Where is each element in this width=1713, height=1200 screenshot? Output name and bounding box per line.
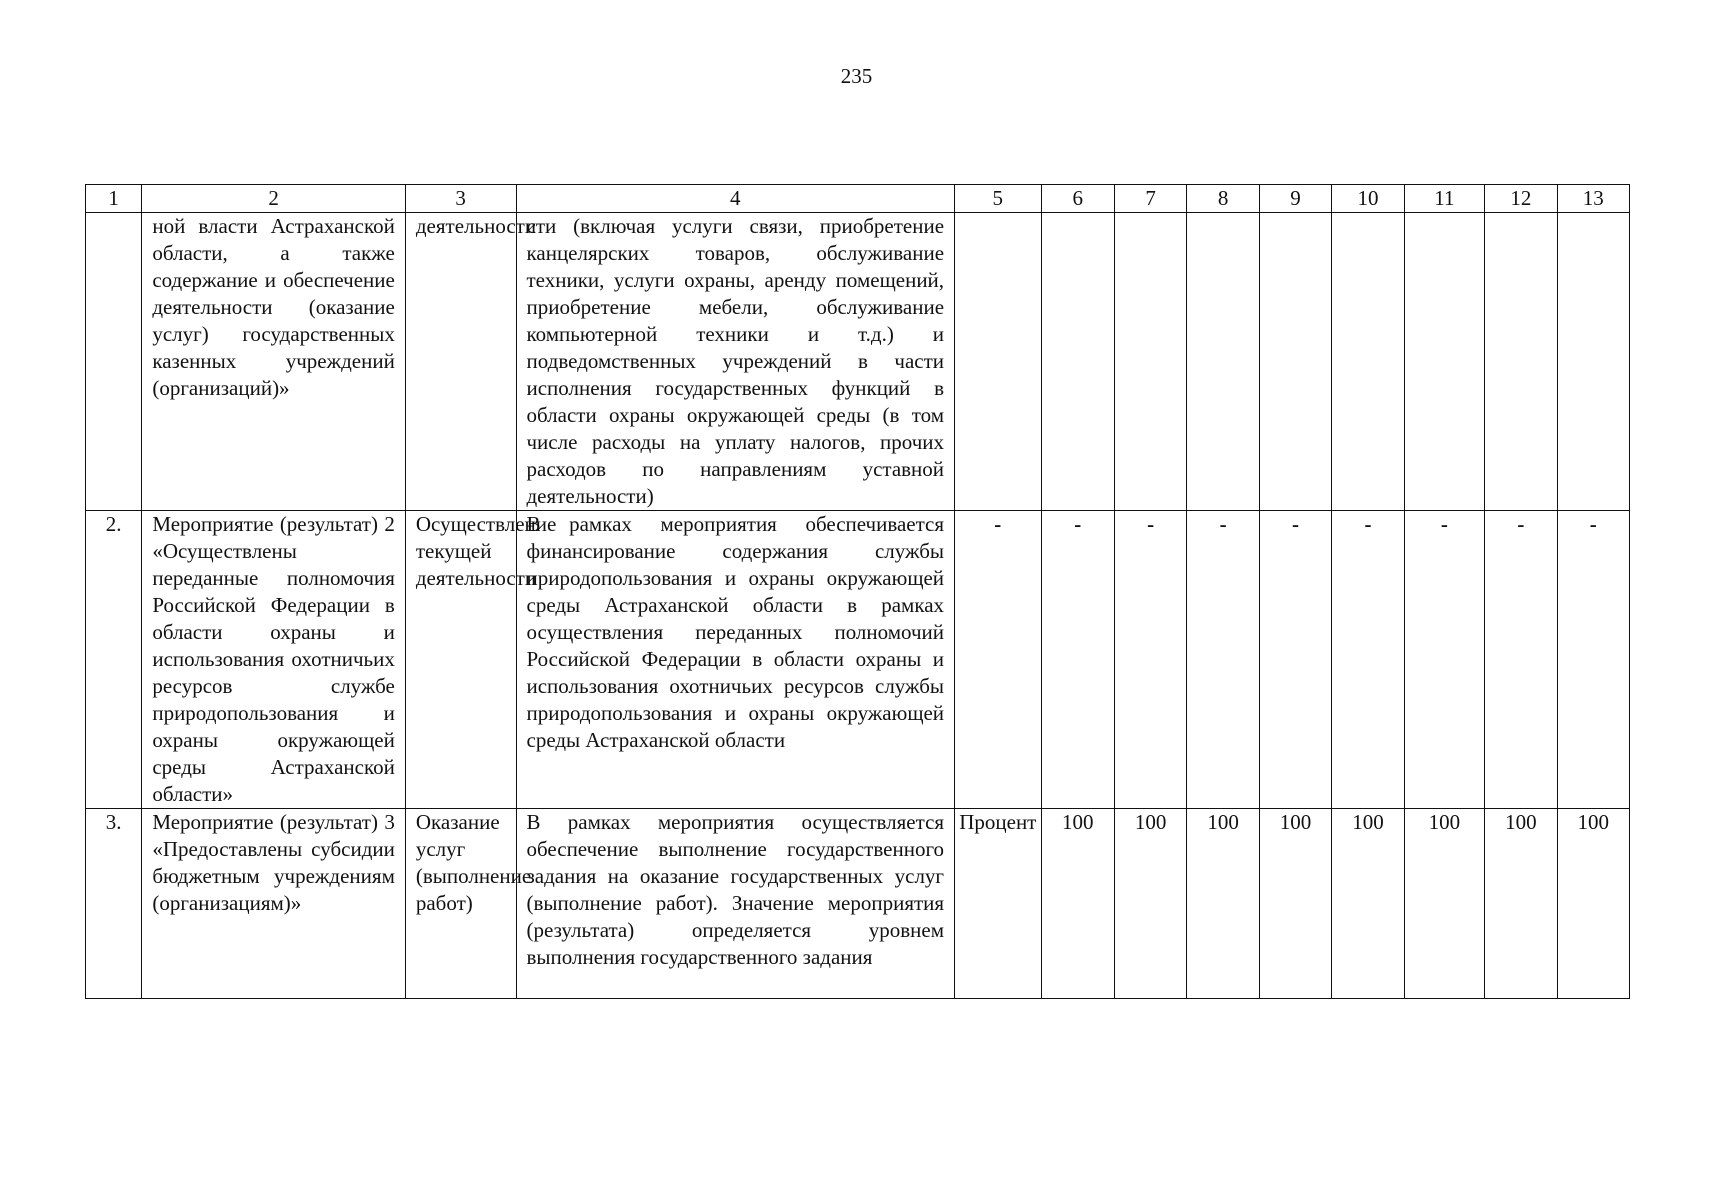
- value-cell: 100: [1259, 809, 1331, 999]
- measure-description: В рамках мероприятия обеспечивается финансирование содержания службы природопользования и охраны окружающей среды Астраханской области в рамках осуществления переданных полномочий Российской Федерации в области охраны и использования охотничьих ресурсов службы природопользования и охраны окружающей среды Астраханской области: [516, 511, 955, 809]
- value-cell: [1557, 213, 1629, 511]
- measures-table: [85, 184, 1630, 999]
- header-row: [86, 185, 1630, 213]
- header-cell: 11: [1404, 185, 1484, 213]
- measure-unit: Процент: [955, 809, 1042, 999]
- value-cell: -: [1485, 511, 1557, 809]
- row-number: 2.: [86, 511, 142, 809]
- header-cell: 9: [1259, 185, 1331, 213]
- measure-description: сти (включая услуги связи, приобретение канцелярских товаров, обслуживание техники, услуги охраны, аренду помещений, приобретение мебели, обслуживание компьютерной техники и т.д.) и подведомственных учреждений в части исполнения государственных функций в области охраны окружающей среды (в том числе расходы на уплату налогов, прочих расходов по направлениям уставной деятельности): [516, 213, 955, 511]
- measure-description: В рамках мероприятия осуществляется обеспечение выполнение государственного задания на оказание государственных услуг (выполнение работ). Значение мероприятия (результата) определяется уровнем выполнения государственного задания: [516, 809, 955, 999]
- header-cell: 4: [516, 185, 955, 213]
- value-cell: 100: [1557, 809, 1629, 999]
- value-cell: -: [1332, 511, 1404, 809]
- table-row: [86, 809, 1630, 999]
- value-cell: [1114, 213, 1186, 511]
- value-cell: [1404, 213, 1484, 511]
- value-cell: [1041, 213, 1114, 511]
- value-cell: -: [1404, 511, 1484, 809]
- measure-name: ной власти Астраханской области, а также содержание и обеспечение деятельности (оказание услуг) государственных казенных учреждений (организаций)»: [142, 213, 406, 511]
- header-cell: 2: [142, 185, 406, 213]
- value-cell: -: [1557, 511, 1629, 809]
- measure-name: Мероприятие (результат) 3 «Предоставлены субсидии бюджетным учреждениям (организациям)»: [142, 809, 406, 999]
- value-cell: [1485, 213, 1557, 511]
- header-cell: 3: [405, 185, 516, 213]
- header-cell: 5: [955, 185, 1042, 213]
- value-cell: 100: [1404, 809, 1484, 999]
- measure-type: деятельности: [405, 213, 516, 511]
- value-cell: 100: [1485, 809, 1557, 999]
- page-number: 235: [840, 64, 873, 88]
- value-cell: 100: [1041, 809, 1114, 999]
- value-cell: 100: [1187, 809, 1259, 999]
- header-cell: 8: [1187, 185, 1259, 213]
- measure-name: Мероприятие (результат) 2 «Осуществлены переданные полномочия Российской Федерации в области охраны и использования охотничьих ресурсов службе природопользования и охраны окружающей среды Астраханской области»: [142, 511, 406, 809]
- value-cell: 100: [1332, 809, 1404, 999]
- header-cell: 13: [1557, 185, 1629, 213]
- row-number: [86, 213, 142, 511]
- header-cell: 7: [1114, 185, 1186, 213]
- measure-unit: -: [955, 511, 1042, 809]
- row-number: 3.: [86, 809, 142, 999]
- value-cell: 100: [1114, 809, 1186, 999]
- header-cell: 10: [1332, 185, 1404, 213]
- value-cell: [1187, 213, 1259, 511]
- measure-type: Осуществление текущей деятельности: [405, 511, 516, 809]
- measure-unit: [955, 213, 1042, 511]
- value-cell: [1259, 213, 1331, 511]
- header-cell: 1: [86, 185, 142, 213]
- value-cell: -: [1187, 511, 1259, 809]
- header-cell: 12: [1485, 185, 1557, 213]
- value-cell: -: [1259, 511, 1331, 809]
- table-row: [86, 511, 1630, 809]
- value-cell: -: [1114, 511, 1186, 809]
- header-cell: 6: [1041, 185, 1114, 213]
- measure-type: Оказание услуг (выполнение работ): [405, 809, 516, 999]
- value-cell: [1332, 213, 1404, 511]
- value-cell: -: [1041, 511, 1114, 809]
- table-row: [86, 213, 1630, 511]
